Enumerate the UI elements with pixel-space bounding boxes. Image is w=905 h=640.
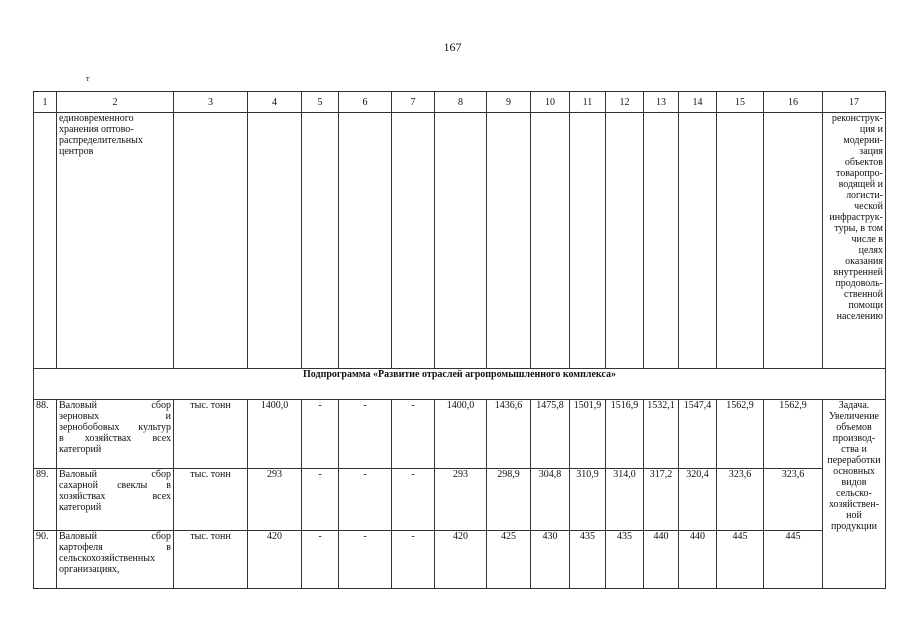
subprogram-title: Подпрограмма «Развитие отраслей агропромышленного комплекса»: [34, 369, 886, 400]
value-cell: 293: [248, 469, 302, 531]
row-number: 90.: [34, 531, 57, 589]
table-row: [34, 400, 886, 469]
indicator-name-cell: [57, 113, 174, 369]
value-cell: 1475,8: [531, 400, 570, 469]
column-number-header-row: [34, 92, 886, 113]
empty-cell: [570, 113, 606, 369]
empty-cell: [764, 113, 823, 369]
note-cell: [823, 113, 886, 369]
empty-cell: [644, 113, 679, 369]
header-cell: 12: [606, 92, 644, 113]
goal-text: Задача. Увеличение объемов производ- ства и переработки основных видов сельско- хозяйствен- ной продукции: [827, 400, 881, 532]
continuation-row: [34, 113, 886, 369]
value-cell: 310,9: [570, 469, 606, 531]
value-cell: -: [392, 531, 435, 589]
note-text: реконструк- ция и модерни- зация объектов товаропро- водящей и логисти- ческой инфраструк- туры, в том числе в целях оказания внутренней продоволь- ственной помощи населению: [829, 113, 883, 322]
indicator-name-cell: [57, 400, 174, 469]
value-cell: 420: [248, 531, 302, 589]
header-cell: 16: [764, 92, 823, 113]
empty-cell: [339, 113, 392, 369]
header-cell: 15: [717, 92, 764, 113]
header-cell: 11: [570, 92, 606, 113]
value-cell: 1436,6: [487, 400, 531, 469]
subprogram-row: [34, 369, 886, 400]
goal-cell: [823, 400, 886, 589]
unit-cell: тыс. тонн: [174, 400, 248, 469]
value-cell: 320,4: [679, 469, 717, 531]
value-cell: -: [302, 400, 339, 469]
value-cell: 1400,0: [435, 400, 487, 469]
header-cell: 17: [823, 92, 886, 113]
row-number: 88.: [34, 400, 57, 469]
empty-cell: [487, 113, 531, 369]
value-cell: 440: [644, 531, 679, 589]
empty-cell: [174, 113, 248, 369]
empty-cell: [531, 113, 570, 369]
empty-cell: [392, 113, 435, 369]
indicator-name-cell: [57, 469, 174, 531]
value-cell: 435: [570, 531, 606, 589]
header-cell: 3: [174, 92, 248, 113]
value-cell: 317,2: [644, 469, 679, 531]
empty-cell: [435, 113, 487, 369]
value-cell: 1501,9: [570, 400, 606, 469]
value-cell: 430: [531, 531, 570, 589]
value-cell: 445: [764, 531, 823, 589]
unit-cell: тыс. тонн: [174, 531, 248, 589]
value-cell: -: [339, 469, 392, 531]
value-cell: -: [339, 400, 392, 469]
table-row: [34, 469, 886, 531]
indicator-name: единовременного хранения оптово- распределительных центров: [59, 113, 143, 157]
empty-cell: [717, 113, 764, 369]
empty-cell: [606, 113, 644, 369]
empty-cell: [248, 113, 302, 369]
header-cell: 9: [487, 92, 531, 113]
header-cell: 1: [34, 92, 57, 113]
value-cell: 323,6: [764, 469, 823, 531]
value-cell: 304,8: [531, 469, 570, 531]
page-number: 167: [443, 40, 462, 54]
value-cell: 445: [717, 531, 764, 589]
indicator-name: Валовый сбор картофеля в сельскохозяйственных организациях,: [59, 531, 171, 575]
header-cell: 2: [57, 92, 174, 113]
value-cell: 435: [606, 531, 644, 589]
value-cell: -: [392, 400, 435, 469]
row-number: 89.: [34, 469, 57, 531]
unit-cell: тыс. тонн: [174, 469, 248, 531]
program-indicators-table: [33, 91, 886, 589]
empty-cell: [302, 113, 339, 369]
value-cell: 1400,0: [248, 400, 302, 469]
value-cell: 425: [487, 531, 531, 589]
value-cell: 1532,1: [644, 400, 679, 469]
header-cell: 13: [644, 92, 679, 113]
value-cell: 293: [435, 469, 487, 531]
value-cell: 1516,9: [606, 400, 644, 469]
header-cell: 10: [531, 92, 570, 113]
value-cell: 314,0: [606, 469, 644, 531]
indicator-name: Валовый сбор сахарной свеклы в хозяйствах всех категорий: [59, 469, 171, 513]
row-number-cell: [34, 113, 57, 369]
value-cell: -: [339, 531, 392, 589]
value-cell: 1562,9: [717, 400, 764, 469]
header-cell: 7: [392, 92, 435, 113]
header-cell: 8: [435, 92, 487, 113]
header-cell: 14: [679, 92, 717, 113]
header-cell: 5: [302, 92, 339, 113]
value-cell: -: [302, 469, 339, 531]
value-cell: -: [302, 531, 339, 589]
value-cell: 323,6: [717, 469, 764, 531]
indicator-name-cell: [57, 531, 174, 589]
empty-cell: [679, 113, 717, 369]
value-cell: 298,9: [487, 469, 531, 531]
header-cell: 6: [339, 92, 392, 113]
value-cell: 440: [679, 531, 717, 589]
value-cell: 420: [435, 531, 487, 589]
stray-mark: т: [86, 74, 90, 83]
value-cell: -: [392, 469, 435, 531]
value-cell: 1562,9: [764, 400, 823, 469]
value-cell: 1547,4: [679, 400, 717, 469]
table-row: [34, 531, 886, 589]
indicator-name: Валовый сбор зерновых и зернобобовых культур в хозяйствах всех категорий: [59, 400, 171, 455]
header-cell: 4: [248, 92, 302, 113]
